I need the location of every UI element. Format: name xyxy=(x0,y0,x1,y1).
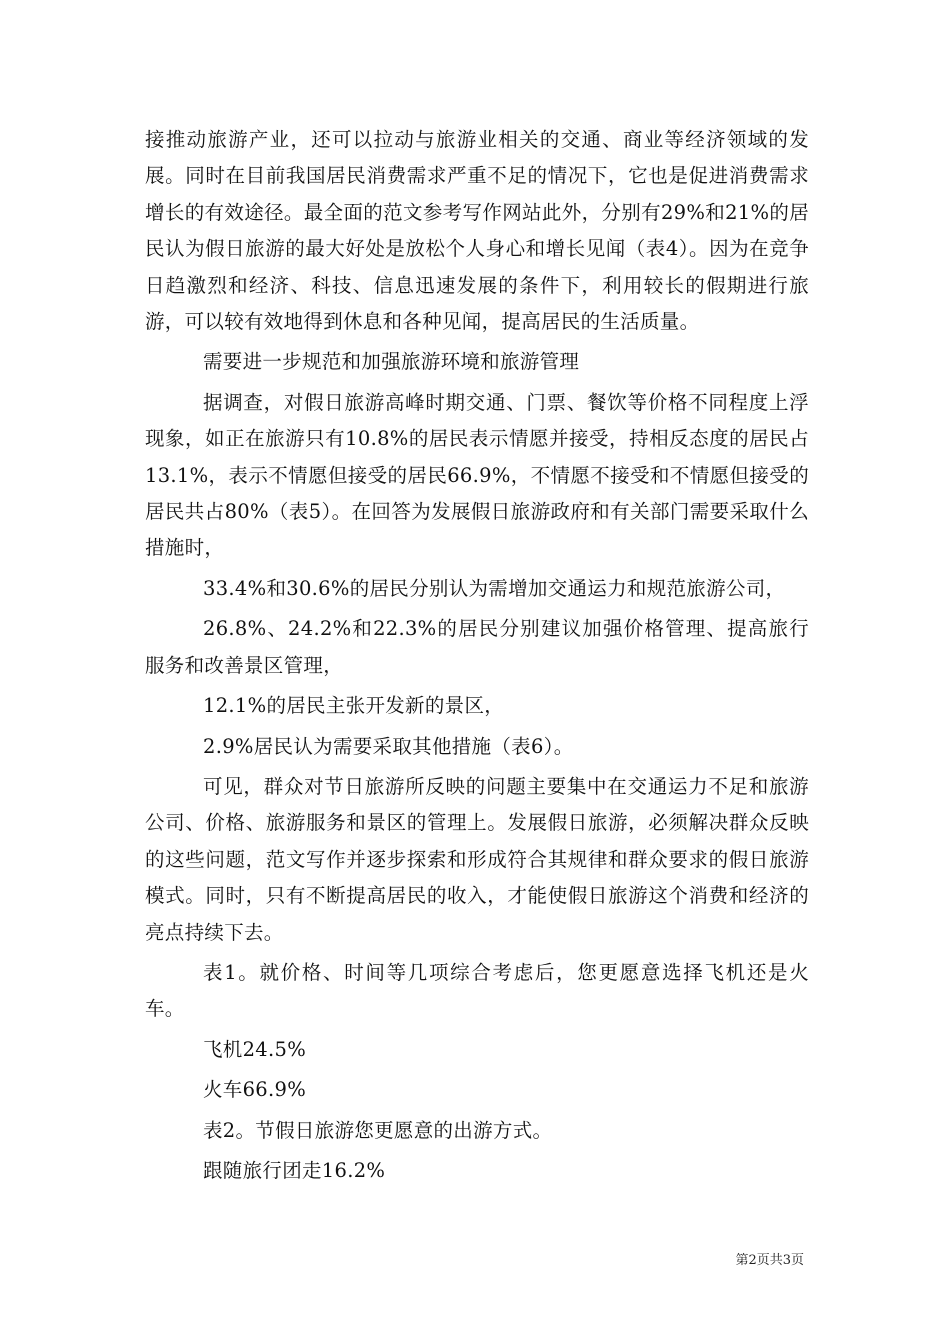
table-1-row-train: 火车66.9% xyxy=(203,1078,307,1102)
paragraph-price-measures: 26.8%、24.2%和22.3%的居民分别建议加强价格管理、提高旅行服务和改善景区管理， xyxy=(145,617,809,677)
table-1-row-plane: 飞机24.5% xyxy=(203,1037,307,1061)
paragraph-benefits: 接推动旅游产业，还可以拉动与旅游业相关的交通、商业等经济领域的发展。同时在目前我国居民消费需求严重不足的情况下，它也是促进消费需求增长的有效途径。最全面的范文参考写作网站此外，分别有29%和21%的居民认为假日旅游的最大好处是放松个人身心和增长见闻（表4）。因为在竞争日趋激烈和经济、科技、信息迅速发展的条件下，利用较长的假期进行旅游，可以较有效地得到休息和各种见闻，提高居民的生活质量。 xyxy=(145,128,809,334)
paragraph-transport-measures: 33.4%和30.6%的居民分别认为需增加交通运力和规范旅游公司， xyxy=(203,576,786,600)
section-heading-management: 需要进一步规范和加强旅游环境和旅游管理 xyxy=(203,350,580,374)
page-number: 第2页共3页 xyxy=(735,1253,804,1268)
table-1-caption: 表1。就价格、时间等几项综合考虑后，您更愿意选择飞机还是火车。 xyxy=(145,960,809,1021)
body-text xyxy=(145,122,809,1189)
paragraph-survey: 据调查，对假日旅游高峰时期交通、门票、餐饮等价格不同程度上浮现象，如正在旅游只有10.8%的居民表示情愿并接受，持相反态度的居民占13.1%，表示不情愿但接受的居民66.9%，不情愿不接受和不情愿但接受的居民共占80%（表5）。在回答为发展假日旅游政府和有关部门需要采取什么措施时， xyxy=(145,390,809,560)
table-2-caption: 表2。节假日旅游您更愿意的出游方式。 xyxy=(203,1118,553,1142)
paragraph-new-scenic-areas: 12.1%的居民主张开发新的景区， xyxy=(203,694,505,718)
table-2-row-tour-group: 跟随旅行团走16.2% xyxy=(203,1158,386,1182)
paragraph-other-measures: 2.9%居民认为需要采取其他措施（表6）。 xyxy=(203,734,574,758)
paragraph-conclusion: 可见，群众对节日旅游所反映的问题主要集中在交通运力不足和旅游公司、价格、旅游服务和景区的管理上。发展假日旅游，必须解决群众反映的这些问题，范文写作并逐步探索和形成符合其规律和群众要求的假日旅游模式。同时，只有不断提高居民的收入，才能使假日旅游这个消费和经济的亮点持续下去。 xyxy=(145,774,809,944)
